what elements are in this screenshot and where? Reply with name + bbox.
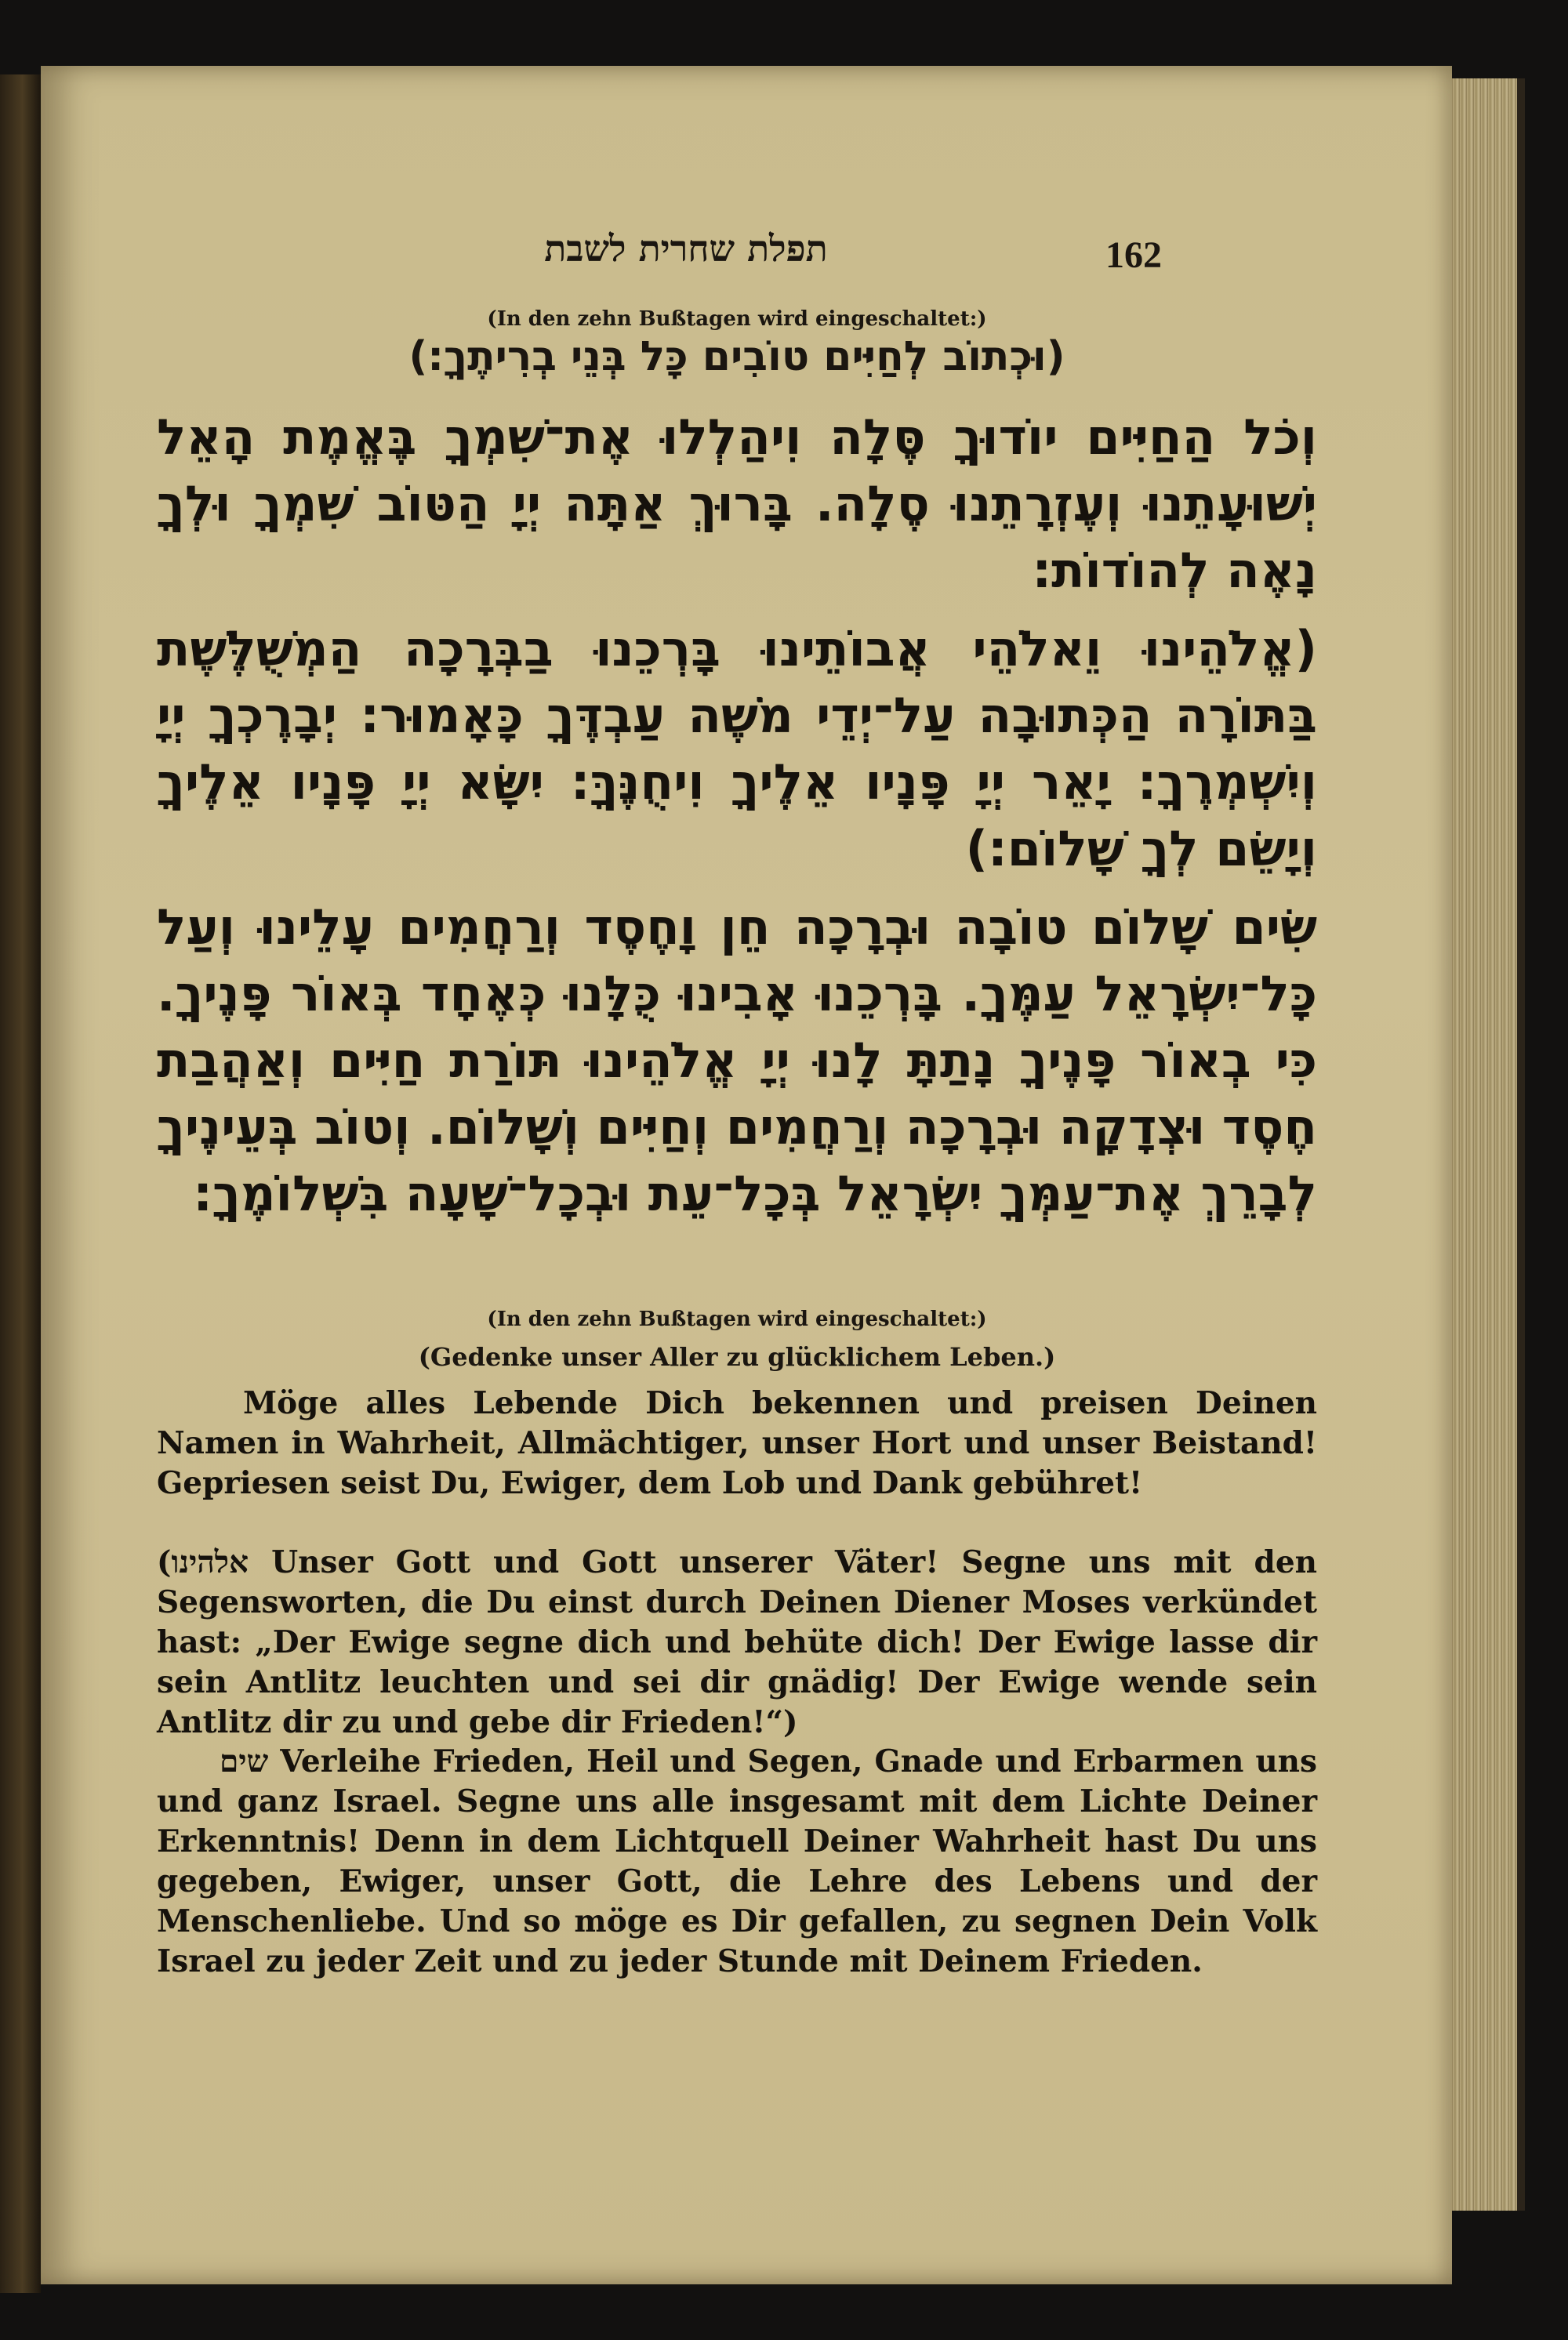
paragraph-text: Unser Gott und Gott unserer Väter! Segne uns mit den Segensworten, die Du einst durch Deinen Diener Moses verkündet hast: „Der Ewige segne dich und behüte dich! Der Ewige lasse dir sein Antlitz leuchten und sei dir gnädig! Der Ewige wende sein Antlitz dir zu und gebe dir Frieden!“) xyxy=(157,1544,1317,1740)
rubric-translation: (Gedenke unser Aller zu glücklichem Leben.) xyxy=(418,1342,1056,1372)
german-paragraph-1 xyxy=(157,1384,1317,1504)
hebrew-paragraph-1: וְכֹל הַחַיִּים יוֹדוּךָ סֶּלָה וִיהַלְלוּ אֶת־שִׁמְךָ בֶּאֱמֶת הָאֵל יְשׁוּעָתֵנוּ וְעֶזְרָתֵנוּ סֶלָה. בָּרוּךְ אַתָּה יְיָ הַטּוֹב שִׁמְךָ וּלְךָ נָאֶה לְהוֹדוֹת: xyxy=(157,408,1317,599)
german-paragraph-2 xyxy=(157,1543,1317,1743)
running-head: תפלת שחרית לשבת xyxy=(544,227,828,270)
page-number: 162 xyxy=(1105,234,1162,276)
german-paragraph-3 xyxy=(157,1742,1317,1982)
hebrew-paragraph-3: שִׂים שָׁלוֹם טוֹבָה וּבְרָכָה חֵן וָחֶסֶד וְרַחֲמִים עָלֵינוּ וְעַל כָּל־יִשְׂרָאֵל עַמֶּךָ. בָּרְכֵנוּ אָבִינוּ כֻּלָּנוּ כְּאֶחָד בְּאוֹר פָּנֶיךָ. כִּי בְאוֹר פָּנֶיךָ נָתַתָּ לָנוּ יְיָ אֱלֹהֵינוּ תּוֹרַת חַיִּים וְאַהֲבַת חֶסֶד וּצְדָקָה וּבְרָכָה וְרַחֲמִים וְחַיִּים וְשָׁלוֹם. וְטוֹב בְּעֵינֶיךָ לְבָרֵךְ אֶת־עַמְּךָ יִשְׂרָאֵל בְּכָל־עֵת וּבְכָל־שָׁעָה בִּשְׁלוֹמֶךָ: xyxy=(157,898,1317,1222)
paragraph-text: Möge alles Lebende Dich bekennen und preisen Deinen Namen in Wahrheit, Allmächtiger, unser Hort und unser Beistand! Gepriesen seist Du, Ewiger, dem Lob und Dank gebühret! xyxy=(157,1385,1317,1501)
paragraph-lead-word: (אלהינו xyxy=(157,1544,249,1580)
hebrew-insert-line: (וּכְתוֹב לְחַיִּים טוֹבִים כָּל בְּנֵי בְרִיתֶךָ:) xyxy=(408,333,1065,380)
rubric-instruction-german: (In den zehn Bußtagen wird eingeschaltet:) xyxy=(487,1308,987,1331)
rubric-instruction: (In den zehn Bußtagen wird eingeschaltet:) xyxy=(487,307,987,331)
left-page-edge xyxy=(0,74,41,2293)
hebrew-paragraph-2: (אֱלֹהֵינוּ וֵאלֹהֵי אֲבוֹתֵינוּ בָּרְכֵנוּ בַבְּרָכָה הַמְשֻׁלֶּשֶׁת בַּתּוֹרָה הַכְּתוּבָה עַל־יְדֵי מֹשֶׁה עַבְדֶּךָ כָּאָמוּר: יְבָרֶכְךָ יְיָ וְיִשְׁמְרֶךָ: יָאֵר יְיָ פָּנָיו אֵלֶיךָ וִיחֻנֶּךָּ: יִשָּׂא יְיָ פָּנָיו אֵלֶיךָ וְיָשֵׂם לְךָ שָׁלוֹם:) xyxy=(157,620,1317,877)
paragraph-text: Verleihe Frieden, Heil und Segen, Gnade und Erbarmen uns und ganz Israel. Segne uns alle insgesamt mit dem Lichte Deiner Erkenntnis! Denn in dem Lichtquell Deiner Wahrheit hast Du uns gegeben, Ewiger, unser Gott, die Lehre des Lebens und der Menschenliebe. Und so möge es Dir gefallen, zu segnen Dein Volk Israel zu jeder Zeit und zu jeder Stunde mit Deinem Frieden. xyxy=(157,1743,1317,1979)
paragraph-lead-word: שים xyxy=(220,1743,269,1779)
